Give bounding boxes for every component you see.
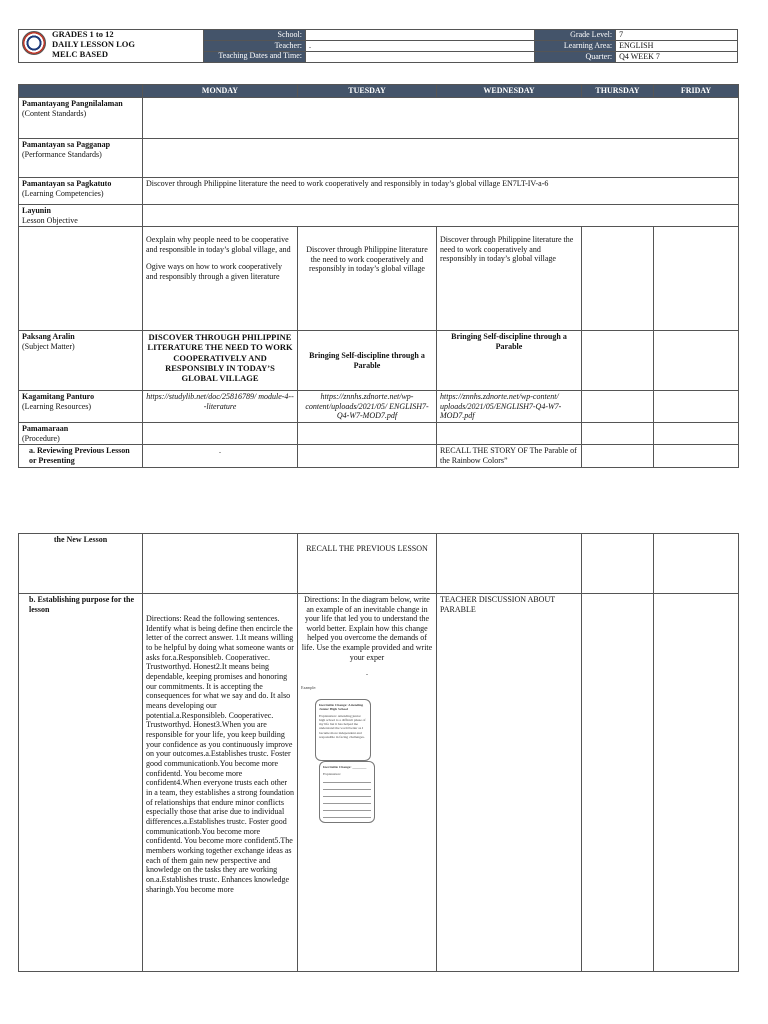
performance-standards-value [143, 139, 739, 178]
resource-thursday [582, 391, 654, 423]
table-row [19, 423, 739, 445]
quarter-label: Quarter: [534, 52, 615, 63]
dates-value [305, 52, 534, 63]
day-header-friday: FRIDAY [654, 85, 739, 98]
diagram-box-blank: Inevitable Change: ________ Explanation: [319, 761, 375, 823]
header-title-cell [19, 30, 204, 63]
subject-thursday [582, 331, 654, 391]
diagram-example-label: Example: [301, 684, 317, 690]
new-lesson-tuesday: RECALL THE PREVIOUS LESSON [298, 534, 437, 594]
lesson-log-table-continued [18, 533, 739, 972]
objective-friday [654, 227, 739, 331]
procedure-wednesday [437, 423, 582, 445]
objective-tuesday: Discover through Philippine literature the need to work cooperatively and responsibly in today’s global village [298, 227, 437, 331]
tuesday-directions: Directions: In the diagram below, write an example of an inevitable change in your life that led you to understand the world better. Explain how this change helped you overcome the demands of life. Use the example provided and write your exper [301, 595, 433, 662]
day-header-monday: MONDAY [143, 85, 298, 98]
objective-value [143, 205, 739, 227]
table-row [19, 331, 739, 391]
subject-monday: DISCOVER THROUGH PHILIPPINE LITERATURE THE NEED TO WORK COOPERATIVELY AND RESPONSIBLY IN TODAY’S GLOBAL VILLAGE [143, 331, 298, 391]
purpose-friday [654, 594, 739, 972]
table-row [19, 205, 739, 227]
row-label-procedure: Pamamaraan (Procedure) [19, 423, 143, 445]
reviewing-thursday [582, 445, 654, 467]
row-label-resources: Kagamitang Panturo (Learning Resources) [19, 391, 143, 423]
reviewing-tuesday [298, 445, 437, 467]
day-header-tuesday: TUESDAY [298, 85, 437, 98]
purpose-monday: Directions: Read the following sentences. Identify what is being define then encircle the letter of the correct answer. 1.It means willing to be helpful by doing what someone wants or asks for.a.Responsibleb. Cooperativec. Trustworthyd. Honest2.It means being dependable, keeping promises and honoring our commitments. It is accepting the consequences for what we say and do. It also means developing our potential.a.Responsibleb. Cooperativec. Trustworthyd. Honest3.When you are responsible for your life, you keep building your confidence as you continuously improve on your outcomes.a.Establishes trustc. Foster good communicationb.You become more confidentd. You become more confident4.When everyone trusts each other in a team, they establishes a strong foundation of relationships that endure minor conflicts especially those that arise due to individual differences.a.Establishes trustc. Foster good communicationb.You become more confidentd. You become more confident5.The members working together exchange ideas as each of them gain new perspective and knowledge on the tasks they are working on.a.Establishes trustc. Enhances knowledge sharingb.You become more [143, 594, 298, 972]
grade-value: 7 [616, 30, 738, 41]
reviewing-friday [654, 445, 739, 467]
corner-cell [19, 85, 143, 98]
content-standards-value [143, 98, 739, 139]
title-line2: DAILY LESSON LOG [52, 38, 135, 49]
reviewing-wednesday: RECALL THE STORY OF The Parable of the Rainbow Colors” [437, 445, 582, 467]
title-line3: MELC BASED [52, 48, 108, 59]
objective-monday [143, 227, 298, 331]
table-row [19, 227, 739, 331]
area-label: Learning Area: [534, 41, 615, 52]
reviewing-monday: . [143, 445, 298, 467]
row-label-content-standards: Pamantayang Pangnilalaman (Content Standards) [19, 98, 143, 139]
new-lesson-thursday [582, 534, 654, 594]
deped-seal-icon [22, 31, 46, 55]
subject-wednesday: Bringing Self-discipline through a Parable [437, 331, 582, 391]
table-row [19, 178, 739, 205]
header-table [18, 29, 738, 63]
new-lesson-monday [143, 534, 298, 594]
teacher-label: Teacher: [203, 41, 305, 52]
purpose-wednesday: TEACHER DISCUSSION ABOUT PARABLE [437, 594, 582, 972]
procedure-monday [143, 423, 298, 445]
row-label-new-lesson: the New Lesson [19, 534, 143, 594]
school-label: School: [203, 30, 305, 41]
row-label-objective: Layunin Lesson Objective [19, 205, 143, 227]
resource-friday [654, 391, 739, 423]
row-label-subject-matter: Paksang Aralin (Subject Matter) [19, 331, 143, 391]
lesson-log-table [18, 84, 739, 468]
objective-monday-1: Oexplain why people need to be cooperative and responsible in today’s global village, and [146, 235, 291, 254]
objective-thursday [582, 227, 654, 331]
new-lesson-friday [654, 534, 739, 594]
quarter-value: Q4 WEEK 7 [616, 52, 738, 63]
school-value [305, 30, 534, 41]
purpose-thursday [582, 594, 654, 972]
resource-wednesday[interactable]: https://znnhs.zdnorte.net/wp-content/ uploads/2021/05/ENGLISH7-Q4-W7-MOD7.pdf [437, 391, 582, 423]
objective-wednesday: Discover through Philippine literature the need to work cooperatively and responsibly in today’s global village [437, 227, 582, 331]
objective-monday-2: Ogive ways on how to work cooperatively and responsibly through a given literature [146, 262, 282, 281]
teacher-value: . [305, 41, 534, 52]
procedure-thursday [582, 423, 654, 445]
grade-label: Grade Level: [534, 30, 615, 41]
diagram-box-example: Inevitable Change: Attending Junior High School Explanation: Attending junior high school is a difficult phase of my life but it has helped me understand the world better as I became more independent and responsible in facing challenges. [315, 699, 371, 761]
objectives-label-empty [19, 227, 143, 331]
purpose-tuesday [298, 594, 437, 972]
table-row [19, 594, 739, 972]
row-label-competencies: Pamantayan sa Pagkatuto (Learning Competencies) [19, 178, 143, 205]
procedure-tuesday [298, 423, 437, 445]
dates-label: Teaching Dates and Time: [203, 52, 305, 63]
table-row [19, 139, 739, 178]
new-lesson-wednesday [437, 534, 582, 594]
change-diagram [301, 686, 433, 823]
competencies-value: Discover through Philippine literature the need to work cooperatively and responsibly in today’s global village EN7LT-IV-a-6 [143, 178, 739, 205]
title-line1: GRADES 1 to 12 [52, 29, 114, 39]
resource-monday[interactable]: https://studylib.net/doc/25816789/ module-4---literature [143, 391, 298, 423]
day-header-wednesday: WEDNESDAY [437, 85, 582, 98]
table-row [19, 534, 739, 594]
subject-friday [654, 331, 739, 391]
subject-tuesday: Bringing Self-discipline through a Parable [298, 331, 437, 391]
tuesday-dot: . [366, 668, 368, 678]
row-label-reviewing: a. Reviewing Previous Lesson or Presenting [19, 445, 143, 467]
procedure-friday [654, 423, 739, 445]
table-row [19, 98, 739, 139]
area-value: ENGLISH [616, 41, 738, 52]
row-label-performance-standards: Pamantayan sa Pagganap (Performance Standards) [19, 139, 143, 178]
table-row [19, 391, 739, 423]
table-row [19, 445, 739, 467]
resource-tuesday[interactable]: https://znnhs.zdnorte.net/wp-content/uploads/2021/05/ ENGLISH7-Q4-W7-MOD7.pdf [298, 391, 437, 423]
day-header-thursday: THURSDAY [582, 85, 654, 98]
row-label-purpose: b. Establishing purpose for the lesson [19, 594, 143, 972]
